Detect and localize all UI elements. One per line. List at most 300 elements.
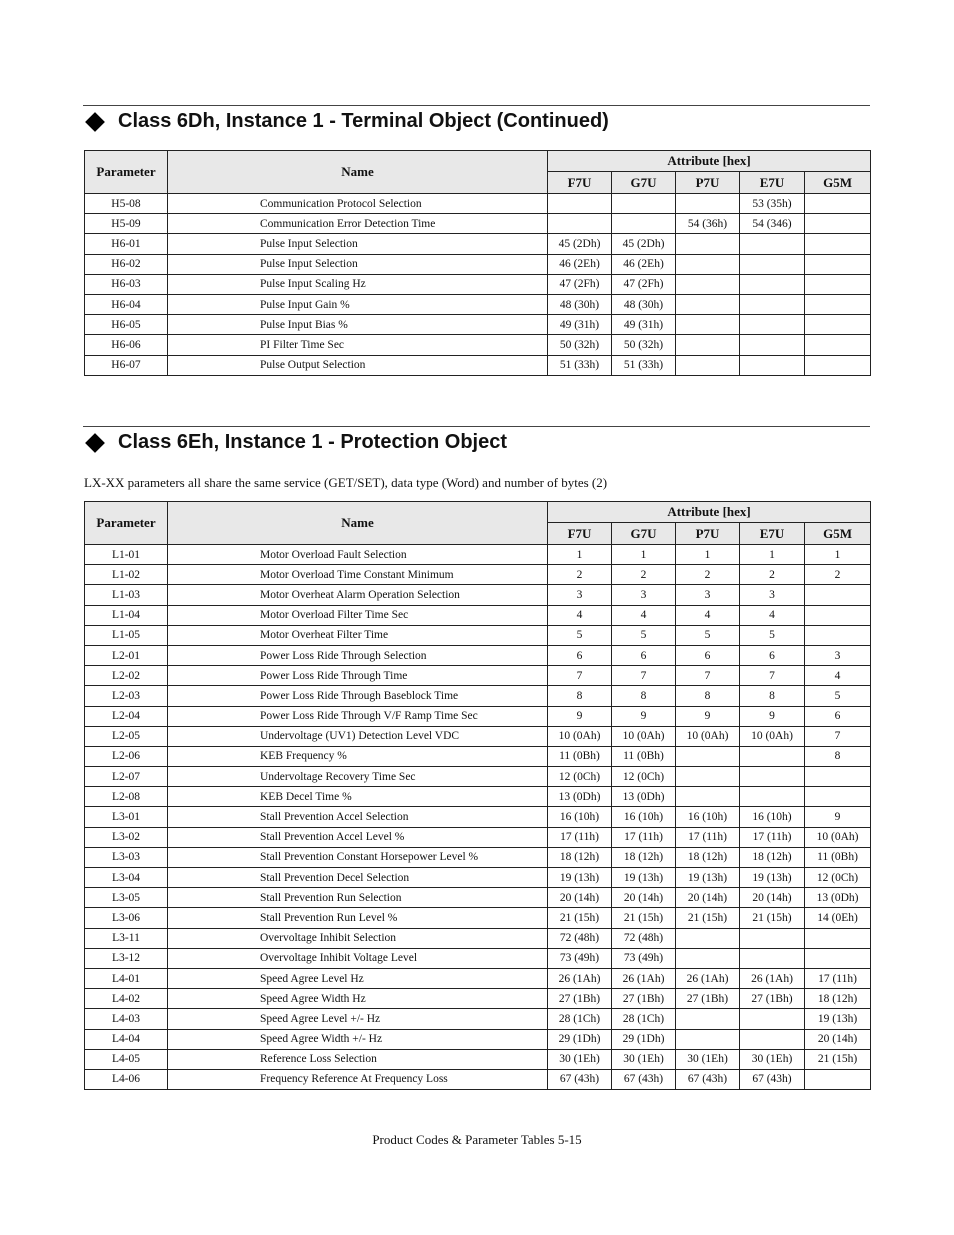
table-row xyxy=(85,294,871,314)
parameter-cell: H6-07 xyxy=(85,355,168,375)
parameter-cell: L1-04 xyxy=(85,605,168,625)
section-intro-text: LX-XX parameters all share the same service (GET/SET), data type (Word) and number of bytes (2) xyxy=(84,475,608,490)
g5m-cell: 5 xyxy=(805,686,871,706)
g5m-cell xyxy=(805,335,871,355)
parameter-cell: L4-03 xyxy=(85,1009,168,1029)
p7u-cell: 16 (10h) xyxy=(676,807,740,827)
g7u-cell: 21 (15h) xyxy=(612,908,676,928)
p7u-cell: 20 (14h) xyxy=(676,888,740,908)
model-header: F7U xyxy=(548,172,612,194)
g7u-cell: 3 xyxy=(612,585,676,605)
e7u-cell: 1 xyxy=(740,545,805,565)
model-header: G5M xyxy=(805,523,871,545)
e7u-cell: 10 (0Ah) xyxy=(740,726,805,746)
e7u-cell xyxy=(740,254,805,274)
p7u-cell: 26 (1Ah) xyxy=(676,968,740,988)
e7u-cell xyxy=(740,928,805,948)
g5m-cell: 10 (0Ah) xyxy=(805,827,871,847)
terminal-object-table xyxy=(84,150,871,376)
g5m-cell: 13 (0Dh) xyxy=(805,888,871,908)
f7u-cell: 13 (0Dh) xyxy=(548,787,612,807)
g7u-cell: 11 (0Bh) xyxy=(612,746,676,766)
g5m-cell: 21 (15h) xyxy=(805,1049,871,1069)
e7u-cell xyxy=(740,1029,805,1049)
page-footer: Product Codes & Parameter Tables 5-15 xyxy=(372,1132,582,1147)
table-row xyxy=(85,746,871,766)
f7u-cell: 73 (49h) xyxy=(548,948,612,968)
parameter-cell: L1-03 xyxy=(85,585,168,605)
parameter-cell: H6-02 xyxy=(85,254,168,274)
section-title: Class 6Dh, Instance 1 - Terminal Object (Continued) xyxy=(118,110,609,132)
table-row xyxy=(85,767,871,787)
p7u-cell xyxy=(676,335,740,355)
name-cell: Overvoltage Inhibit Selection xyxy=(168,928,548,948)
parameter-cell: L3-01 xyxy=(85,807,168,827)
f7u-cell: 28 (1Ch) xyxy=(548,1009,612,1029)
table-row xyxy=(85,948,871,968)
e7u-cell: 53 (35h) xyxy=(740,194,805,214)
e7u-cell: 21 (15h) xyxy=(740,908,805,928)
name-cell: Reference Loss Selection xyxy=(168,1049,548,1069)
table-row xyxy=(85,928,871,948)
p7u-cell xyxy=(676,315,740,335)
f7u-cell: 18 (12h) xyxy=(548,847,612,867)
f7u-cell: 4 xyxy=(548,605,612,625)
p7u-cell xyxy=(676,767,740,787)
e7u-cell: 6 xyxy=(740,645,805,665)
g7u-cell: 2 xyxy=(612,565,676,585)
g7u-cell: 73 (49h) xyxy=(612,948,676,968)
parameter-cell: L1-02 xyxy=(85,565,168,585)
e7u-cell: 2 xyxy=(740,565,805,585)
g7u-cell: 72 (48h) xyxy=(612,928,676,948)
section-heading xyxy=(84,431,507,454)
parameter-cell: L4-04 xyxy=(85,1029,168,1049)
name-cell: Speed Agree Level Hz xyxy=(168,968,548,988)
e7u-cell xyxy=(740,335,805,355)
e7u-cell: 67 (43h) xyxy=(740,1069,805,1089)
g5m-cell: 19 (13h) xyxy=(805,1009,871,1029)
p7u-cell: 4 xyxy=(676,605,740,625)
p7u-cell xyxy=(676,194,740,214)
model-header: G5M xyxy=(805,172,871,194)
g5m-cell: 7 xyxy=(805,726,871,746)
g5m-cell xyxy=(805,315,871,335)
g7u-cell: 4 xyxy=(612,605,676,625)
parameter-cell: L3-06 xyxy=(85,908,168,928)
parameter-cell: L1-01 xyxy=(85,545,168,565)
p7u-cell xyxy=(676,1029,740,1049)
parameter-cell: H5-08 xyxy=(85,194,168,214)
g7u-cell: 1 xyxy=(612,545,676,565)
name-cell: Speed Agree Width +/- Hz xyxy=(168,1029,548,1049)
parameter-cell: L2-06 xyxy=(85,746,168,766)
f7u-cell xyxy=(548,214,612,234)
g5m-cell: 11 (0Bh) xyxy=(805,847,871,867)
p7u-cell xyxy=(676,948,740,968)
parameter-cell: L2-02 xyxy=(85,666,168,686)
p7u-cell: 18 (12h) xyxy=(676,847,740,867)
table-row xyxy=(85,888,871,908)
p7u-cell xyxy=(676,355,740,375)
g5m-cell: 17 (11h) xyxy=(805,968,871,988)
name-cell: Undervoltage Recovery Time Sec xyxy=(168,767,548,787)
e7u-cell: 5 xyxy=(740,625,805,645)
e7u-cell xyxy=(740,234,805,254)
e7u-cell: 27 (1Bh) xyxy=(740,989,805,1009)
f7u-cell: 5 xyxy=(548,625,612,645)
g5m-cell xyxy=(805,1069,871,1089)
model-header: P7U xyxy=(676,172,740,194)
name-cell: Stall Prevention Accel Level % xyxy=(168,827,548,847)
g7u-cell: 18 (12h) xyxy=(612,847,676,867)
g7u-cell: 7 xyxy=(612,666,676,686)
g7u-cell: 17 (11h) xyxy=(612,827,676,847)
e7u-cell xyxy=(740,746,805,766)
parameter-cell: H6-03 xyxy=(85,274,168,294)
name-cell: Power Loss Ride Through Baseblock Time xyxy=(168,686,548,706)
name-cell: Motor Overheat Filter Time xyxy=(168,625,548,645)
parameter-cell: L2-04 xyxy=(85,706,168,726)
f7u-cell: 45 (2Dh) xyxy=(548,234,612,254)
attribute-header: Attribute [hex] xyxy=(548,502,871,523)
name-cell: Motor Overheat Alarm Operation Selection xyxy=(168,585,548,605)
table-row xyxy=(85,355,871,375)
f7u-cell: 50 (32h) xyxy=(548,335,612,355)
parameter-cell: L4-01 xyxy=(85,968,168,988)
g5m-cell: 14 (0Eh) xyxy=(805,908,871,928)
table-row xyxy=(85,686,871,706)
p7u-cell: 67 (43h) xyxy=(676,1069,740,1089)
f7u-cell: 7 xyxy=(548,666,612,686)
name-cell: Pulse Input Scaling Hz xyxy=(168,274,548,294)
e7u-cell: 30 (1Eh) xyxy=(740,1049,805,1069)
f7u-cell: 11 (0Bh) xyxy=(548,746,612,766)
g5m-cell xyxy=(805,274,871,294)
table-row xyxy=(85,706,871,726)
parameter-cell: L2-07 xyxy=(85,767,168,787)
f7u-cell: 49 (31h) xyxy=(548,315,612,335)
g5m-cell xyxy=(805,767,871,787)
name-cell: Stall Prevention Accel Selection xyxy=(168,807,548,827)
g7u-cell: 5 xyxy=(612,625,676,645)
g5m-cell: 4 xyxy=(805,666,871,686)
p7u-cell: 1 xyxy=(676,545,740,565)
name-cell: Stall Prevention Constant Horsepower Level % xyxy=(168,847,548,867)
e7u-cell xyxy=(740,787,805,807)
table-row xyxy=(85,605,871,625)
protection-object-table xyxy=(84,501,871,1090)
p7u-cell: 6 xyxy=(676,645,740,665)
name-cell: Pulse Output Selection xyxy=(168,355,548,375)
table-row xyxy=(85,194,871,214)
name-cell: Motor Overload Filter Time Sec xyxy=(168,605,548,625)
parameter-cell: L3-12 xyxy=(85,948,168,968)
p7u-cell xyxy=(676,294,740,314)
g7u-cell: 49 (31h) xyxy=(612,315,676,335)
parameter-cell: L2-05 xyxy=(85,726,168,746)
p7u-cell: 54 (36h) xyxy=(676,214,740,234)
model-header: F7U xyxy=(548,523,612,545)
p7u-cell: 30 (1Eh) xyxy=(676,1049,740,1069)
g5m-cell xyxy=(805,254,871,274)
parameter-cell: H6-04 xyxy=(85,294,168,314)
section-heading xyxy=(84,110,609,133)
name-header: Name xyxy=(168,502,548,545)
name-cell: Stall Prevention Decel Selection xyxy=(168,868,548,888)
name-cell: Speed Agree Width Hz xyxy=(168,989,548,1009)
e7u-cell: 16 (10h) xyxy=(740,807,805,827)
f7u-cell: 67 (43h) xyxy=(548,1069,612,1089)
f7u-cell: 2 xyxy=(548,565,612,585)
f7u-cell: 16 (10h) xyxy=(548,807,612,827)
e7u-cell xyxy=(740,948,805,968)
g7u-cell: 19 (13h) xyxy=(612,868,676,888)
g5m-cell: 20 (14h) xyxy=(805,1029,871,1049)
name-header: Name xyxy=(168,151,548,194)
table-row xyxy=(85,1069,871,1089)
name-cell: Pulse Input Selection xyxy=(168,254,548,274)
parameter-cell: L3-04 xyxy=(85,868,168,888)
parameter-cell: L2-08 xyxy=(85,787,168,807)
p7u-cell xyxy=(676,1009,740,1029)
f7u-cell xyxy=(548,194,612,214)
g7u-cell: 13 (0Dh) xyxy=(612,787,676,807)
g5m-cell: 8 xyxy=(805,746,871,766)
table-row xyxy=(85,847,871,867)
parameter-cell: L3-03 xyxy=(85,847,168,867)
f7u-cell: 51 (33h) xyxy=(548,355,612,375)
name-cell: PI Filter Time Sec xyxy=(168,335,548,355)
parameter-cell: L3-05 xyxy=(85,888,168,908)
table-row xyxy=(85,625,871,645)
f7u-cell: 29 (1Dh) xyxy=(548,1029,612,1049)
f7u-cell: 10 (0Ah) xyxy=(548,726,612,746)
f7u-cell: 30 (1Eh) xyxy=(548,1049,612,1069)
f7u-cell: 26 (1Ah) xyxy=(548,968,612,988)
g5m-cell xyxy=(805,355,871,375)
name-cell: Undervoltage (UV1) Detection Level VDC xyxy=(168,726,548,746)
table-row xyxy=(85,1049,871,1069)
table-row xyxy=(85,335,871,355)
table-row xyxy=(85,545,871,565)
name-cell: KEB Decel Time % xyxy=(168,787,548,807)
g7u-cell: 67 (43h) xyxy=(612,1069,676,1089)
e7u-cell: 7 xyxy=(740,666,805,686)
f7u-cell: 46 (2Eh) xyxy=(548,254,612,274)
parameter-cell: L4-02 xyxy=(85,989,168,1009)
table-row xyxy=(85,807,871,827)
e7u-cell: 4 xyxy=(740,605,805,625)
name-cell: Motor Overload Fault Selection xyxy=(168,545,548,565)
g5m-cell: 12 (0Ch) xyxy=(805,868,871,888)
f7u-cell: 20 (14h) xyxy=(548,888,612,908)
p7u-cell: 21 (15h) xyxy=(676,908,740,928)
g5m-cell xyxy=(805,787,871,807)
g7u-cell: 45 (2Dh) xyxy=(612,234,676,254)
g5m-cell: 1 xyxy=(805,545,871,565)
e7u-cell xyxy=(740,1009,805,1029)
g5m-cell xyxy=(805,948,871,968)
p7u-cell xyxy=(676,787,740,807)
f7u-cell: 27 (1Bh) xyxy=(548,989,612,1009)
g5m-cell: 6 xyxy=(805,706,871,726)
g7u-cell: 46 (2Eh) xyxy=(612,254,676,274)
parameter-cell: L3-11 xyxy=(85,928,168,948)
p7u-cell: 27 (1Bh) xyxy=(676,989,740,1009)
e7u-cell: 3 xyxy=(740,585,805,605)
parameter-cell: H6-01 xyxy=(85,234,168,254)
name-cell: Motor Overload Time Constant Minimum xyxy=(168,565,548,585)
g5m-cell xyxy=(805,214,871,234)
p7u-cell: 19 (13h) xyxy=(676,868,740,888)
p7u-cell: 5 xyxy=(676,625,740,645)
model-header: P7U xyxy=(676,523,740,545)
table-row xyxy=(85,726,871,746)
name-cell: Communication Protocol Selection xyxy=(168,194,548,214)
f7u-cell: 19 (13h) xyxy=(548,868,612,888)
parameter-cell: L1-05 xyxy=(85,625,168,645)
parameter-cell: L4-06 xyxy=(85,1069,168,1089)
p7u-cell: 2 xyxy=(676,565,740,585)
parameter-cell: H6-05 xyxy=(85,315,168,335)
table-row xyxy=(85,254,871,274)
section-divider xyxy=(83,426,870,427)
model-header: E7U xyxy=(740,523,805,545)
g7u-cell xyxy=(612,194,676,214)
p7u-cell: 8 xyxy=(676,686,740,706)
p7u-cell: 17 (11h) xyxy=(676,827,740,847)
g7u-cell: 16 (10h) xyxy=(612,807,676,827)
g5m-cell: 18 (12h) xyxy=(805,989,871,1009)
g7u-cell: 51 (33h) xyxy=(612,355,676,375)
name-cell: Frequency Reference At Frequency Loss xyxy=(168,1069,548,1089)
attribute-header: Attribute [hex] xyxy=(548,151,871,172)
name-cell: Stall Prevention Run Selection xyxy=(168,888,548,908)
g7u-cell: 6 xyxy=(612,645,676,665)
e7u-cell xyxy=(740,294,805,314)
name-cell: Pulse Input Gain % xyxy=(168,294,548,314)
parameter-cell: L2-01 xyxy=(85,645,168,665)
g7u-cell: 20 (14h) xyxy=(612,888,676,908)
f7u-cell: 8 xyxy=(548,686,612,706)
g5m-cell xyxy=(805,625,871,645)
table-row xyxy=(85,645,871,665)
table-row xyxy=(85,868,871,888)
parameter-header: Parameter xyxy=(85,151,168,194)
parameter-cell: L4-05 xyxy=(85,1049,168,1069)
e7u-cell xyxy=(740,355,805,375)
f7u-cell: 9 xyxy=(548,706,612,726)
e7u-cell: 9 xyxy=(740,706,805,726)
p7u-cell: 7 xyxy=(676,666,740,686)
p7u-cell xyxy=(676,234,740,254)
name-cell: KEB Frequency % xyxy=(168,746,548,766)
p7u-cell: 10 (0Ah) xyxy=(676,726,740,746)
table-row xyxy=(85,585,871,605)
table-row xyxy=(85,1009,871,1029)
g7u-cell: 10 (0Ah) xyxy=(612,726,676,746)
p7u-cell xyxy=(676,254,740,274)
model-header: G7U xyxy=(612,523,676,545)
f7u-cell: 6 xyxy=(548,645,612,665)
f7u-cell: 48 (30h) xyxy=(548,294,612,314)
e7u-cell: 8 xyxy=(740,686,805,706)
table-row xyxy=(85,1029,871,1049)
table-row xyxy=(85,908,871,928)
parameter-header: Parameter xyxy=(85,502,168,545)
f7u-cell: 3 xyxy=(548,585,612,605)
name-cell: Power Loss Ride Through Time xyxy=(168,666,548,686)
table-row xyxy=(85,315,871,335)
e7u-cell: 26 (1Ah) xyxy=(740,968,805,988)
g5m-cell: 9 xyxy=(805,807,871,827)
p7u-cell xyxy=(676,274,740,294)
g5m-cell xyxy=(805,605,871,625)
table-row xyxy=(85,565,871,585)
p7u-cell: 3 xyxy=(676,585,740,605)
g7u-cell: 30 (1Eh) xyxy=(612,1049,676,1069)
g7u-cell: 27 (1Bh) xyxy=(612,989,676,1009)
e7u-cell: 20 (14h) xyxy=(740,888,805,908)
model-header: E7U xyxy=(740,172,805,194)
g5m-cell xyxy=(805,234,871,254)
section-title: Class 6Eh, Instance 1 - Protection Object xyxy=(118,431,508,453)
g7u-cell: 26 (1Ah) xyxy=(612,968,676,988)
p7u-cell: 9 xyxy=(676,706,740,726)
parameter-cell: H5-09 xyxy=(85,214,168,234)
g7u-cell: 12 (0Ch) xyxy=(612,767,676,787)
g7u-cell: 48 (30h) xyxy=(612,294,676,314)
f7u-cell: 17 (11h) xyxy=(548,827,612,847)
e7u-cell: 54 (346) xyxy=(740,214,805,234)
diamond-bullet-icon xyxy=(85,112,105,132)
e7u-cell xyxy=(740,315,805,335)
table-row xyxy=(85,234,871,254)
g7u-cell: 9 xyxy=(612,706,676,726)
name-cell: Overvoltage Inhibit Voltage Level xyxy=(168,948,548,968)
table-row xyxy=(85,827,871,847)
f7u-cell: 21 (15h) xyxy=(548,908,612,928)
name-cell: Power Loss Ride Through V/F Ramp Time Sec xyxy=(168,706,548,726)
g5m-cell xyxy=(805,194,871,214)
name-cell: Power Loss Ride Through Selection xyxy=(168,645,548,665)
name-cell: Speed Agree Level +/- Hz xyxy=(168,1009,548,1029)
parameter-cell: H6-06 xyxy=(85,335,168,355)
g7u-cell: 50 (32h) xyxy=(612,335,676,355)
f7u-cell: 1 xyxy=(548,545,612,565)
p7u-cell xyxy=(676,928,740,948)
table-row xyxy=(85,989,871,1009)
name-cell: Communication Error Detection Time xyxy=(168,214,548,234)
p7u-cell xyxy=(676,746,740,766)
table-row xyxy=(85,787,871,807)
e7u-cell: 17 (11h) xyxy=(740,827,805,847)
g7u-cell: 8 xyxy=(612,686,676,706)
e7u-cell: 19 (13h) xyxy=(740,868,805,888)
e7u-cell xyxy=(740,767,805,787)
name-cell: Pulse Input Selection xyxy=(168,234,548,254)
name-cell: Pulse Input Bias % xyxy=(168,315,548,335)
f7u-cell: 12 (0Ch) xyxy=(548,767,612,787)
table-row xyxy=(85,968,871,988)
g7u-cell: 47 (2Fh) xyxy=(612,274,676,294)
f7u-cell: 72 (48h) xyxy=(548,928,612,948)
table-row xyxy=(85,274,871,294)
f7u-cell: 47 (2Fh) xyxy=(548,274,612,294)
parameter-cell: L2-03 xyxy=(85,686,168,706)
diamond-bullet-icon xyxy=(85,433,105,453)
